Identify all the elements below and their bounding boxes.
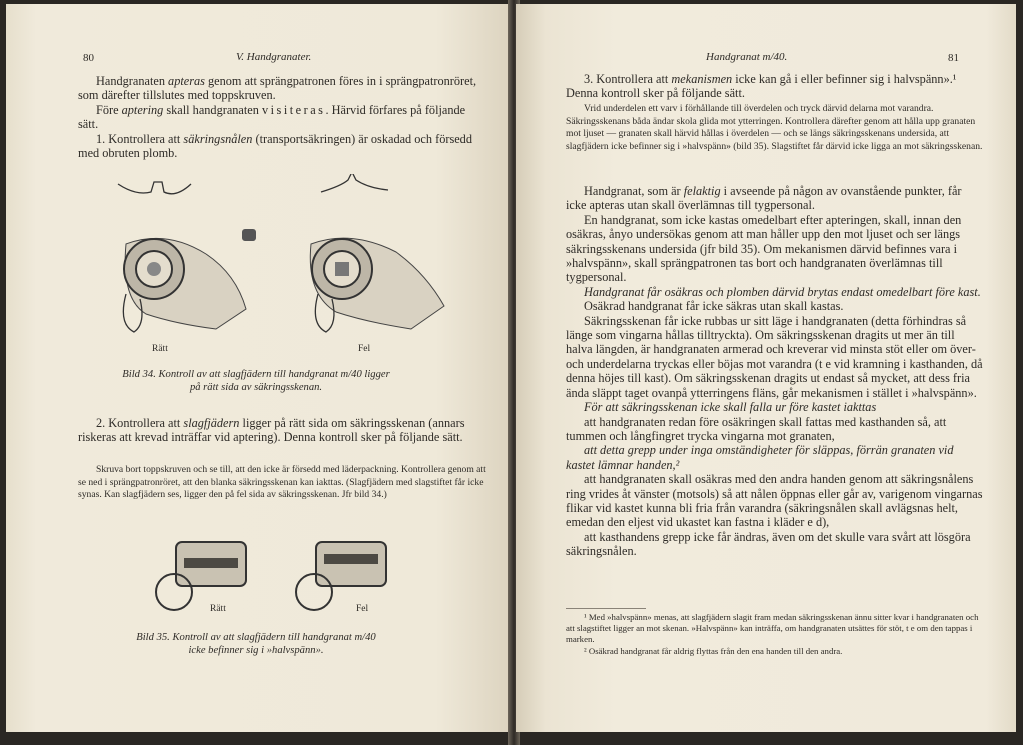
paragraph: För att säkringsskenan icke skall falla ur före kastet iakttas <box>584 400 877 415</box>
right-text-top <box>566 72 984 101</box>
footnotes <box>566 612 984 657</box>
figure-label-correct: Rätt <box>152 344 168 354</box>
figure-label-correct: Rätt <box>210 604 226 614</box>
figure-label-wrong: Fel <box>356 604 369 614</box>
paragraph: Handgranat, som är felaktig i avseende på någon av ovanstående punkter, får icke apteras utan skall överlämnas till tygpersonal. <box>566 184 962 213</box>
right-text-small <box>566 103 984 153</box>
paragraph: 1. Kontrollera att säkringsnålen (transportsäkringen) är oskadad och försedd med obruten plomb. <box>78 131 472 161</box>
figure-label-wrong: Fel <box>358 344 371 354</box>
paragraph: Säkringsskenan får icke rubbas ur sitt läge i handgranaten (detta förhindras så länge som vingarna hållas tilltryckta). Om säkringsskenan dragits ut mer än till halva längden, är handgranaten armerad och kreverar vid minsta stöt eller om över- och underdelarna tryckas eller böjas mot varandra (t e vid kramning i kasthanden, då denna höjes till kast). Om säkringsskenan dragits ut endast så mycket, att dess fria ända släppt taget ovanpå ytterringens fläns, går mekanismen i stället i »halvspänn». <box>566 313 983 400</box>
paragraph: En handgranat, som icke kastas omedelbart efter apteringen, skall, innan den osäkras, ånyo undersökas genom att man håller upp den mot ljuset och ser längs säkringsskenans undersida (jfr bild 35). Om mekanismen därvid befinnes vara i »halvspänn», skall sprängpatronen tas bort och handgranaten överlämnas till tygpersonal. <box>566 212 962 285</box>
left-text-middle <box>78 416 488 445</box>
paragraph: att detta grepp under inga omständigheter för släppas, förrän granaten vid kastet lämnar handen,² <box>566 443 954 472</box>
paragraph: Skruva bort toppskruven och se till, att den icke är försedd med läderpackning. Kontrollera genom att se ned i sprängpatronröret, att den blanka säkringsskenan kan iakttas. (Slagfjädern med slagstiftet får icke synas. Kan slagfjädern ses, ligger den på fel sida av säkringsskenan. Jfr bild 34.) <box>78 464 486 501</box>
paragraph: Osäkrad handgranat får icke säkras utan skall kastas. <box>584 299 844 314</box>
figure-35-mechanism-illustration <box>136 534 436 624</box>
left-page <box>6 4 512 732</box>
footnote: ² Osäkrad handgranat får aldrig flyttas från den ena handen till den andra. <box>584 645 843 656</box>
footnote-divider <box>566 608 646 609</box>
page-number: 80 <box>83 52 94 64</box>
footnote: ¹ Med »halvspänn» menas, att slagfjädern slagit fram medan säkringsskenan ännu sitter kvar i handgranaten och att slagstiftet ligger an mot skenan. »Halvspänn» kan inträffa, om handgranaten utsättes för stöt, t e om den tappas i marken. <box>566 612 979 645</box>
paragraph: Vrid underdelen ett varv i förhållande till överdelen och tryck därvid delarna mot varandra. Säkringsskenans båda ändar skola glida mot ytterringen. Kontrollera därefter genom att hålla upp granaten mot ljuset — granaten skall härvid hållas i överdelen — och se längs säkringsskenans undersida, att slagfjädern icke befinner sig i »halvspänn» (bild 35). Slagstiftet får därvid icke ligga an mot säkringsskenan. <box>566 103 983 152</box>
paragraph: Före aptering skall handgranaten visiteras. Härvid förfares på följande sätt. <box>78 102 466 132</box>
running-head: Handgranat m/40. <box>706 51 788 63</box>
paragraph: att kasthandens grepp icke får ändras, även om det skulle vara svårt att lösgöra säkringsnålen. <box>566 529 971 559</box>
figure-35-caption: Bild 35. Kontroll av att slagfjädern till handgranat m/40 icke befinner sig i »halvspänn». <box>136 632 376 656</box>
paragraph: att handgranaten redan före osäkringen skall fattas med kasthanden så, att tummen och långfingret trycka vingarna mot granaten, <box>566 414 947 443</box>
left-text-small <box>78 464 488 502</box>
paragraph: Handgranaten apteras genom att sprängpatronen föres in i sprängpatronröret, som därefter tillslutes med toppskruven. <box>78 74 477 103</box>
figure-34-caption: Bild 34. Kontroll av att slagfjädern till handgranat m/40 ligger på rätt sida av säkringsskenan. <box>122 369 390 393</box>
paragraph: 2. Kontrollera att slagfjädern ligger på rätt sida om säkringsskenan (annars riskeras att krevad inträffar vid aptering). Denna kontroll sker på följande sätt. <box>78 416 465 445</box>
right-text-main <box>566 184 984 559</box>
paragraph: Handgranat får osäkras och plomben därvid brytas endast omedelbart före kast. <box>584 284 981 299</box>
left-text-top <box>78 74 488 160</box>
paragraph: att handgranaten skall osäkras med den andra handen genom att säkringsnålens ring vrides åt vänster (motsols) så att nålen öppnas eller går av, varigenom vingarnas flikar vid kastet kunna bli fria från varandra (säkringsnålen skall avlägsnas helt, emedan den eljest vid ukastet kan fastna i kläder e d), <box>566 472 983 530</box>
figure-34-hands-illustration <box>106 174 466 364</box>
running-head: V. Handgranater. <box>236 51 312 63</box>
paragraph: 3. Kontrollera att mekanismen icke kan gå i eller befinner sig i halvspänn».¹ Denna kontroll sker på följande sätt. <box>566 72 957 101</box>
right-page <box>516 4 1016 732</box>
page-number: 81 <box>948 52 959 64</box>
